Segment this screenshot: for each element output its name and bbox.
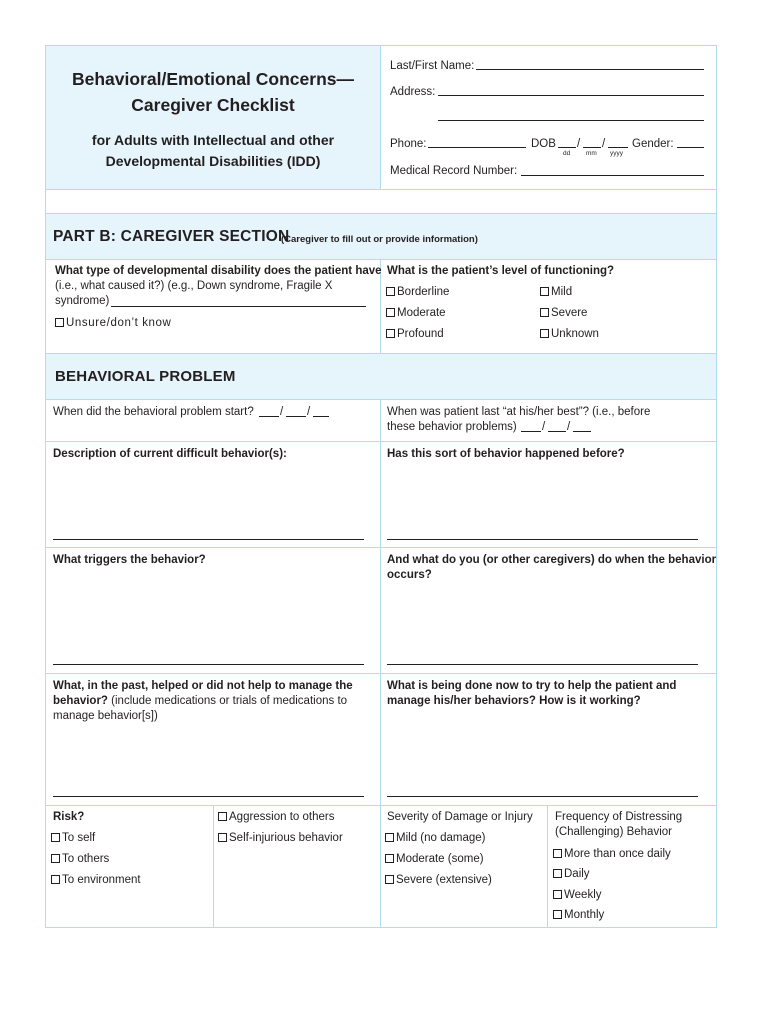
risk-option[interactable] xyxy=(51,873,141,888)
checkbox[interactable] xyxy=(218,812,227,821)
checkbox[interactable] xyxy=(553,869,562,878)
disability-field[interactable] xyxy=(111,306,366,307)
dob-label: DOB xyxy=(531,138,556,150)
disability-question: (i.e., what caused it?) (e.g., Down syndrome, Fragile X xyxy=(55,280,333,292)
form-title-line-1: Behavioral/Emotional Concerns— xyxy=(71,69,354,89)
phone-label: Phone: xyxy=(390,138,427,150)
checkbox[interactable] xyxy=(553,910,562,919)
checkbox[interactable] xyxy=(386,287,395,296)
at-best-date-field[interactable] xyxy=(521,431,541,432)
column-divider xyxy=(380,46,381,189)
medical-record-label: Medical Record Number: xyxy=(390,165,518,177)
past-help-question xyxy=(53,694,347,709)
part-b-note: (Caregiver to fill out or provide information) xyxy=(281,234,478,245)
behavioral-heading: BEHAVIORAL PROBLEM xyxy=(55,368,236,385)
risk-label: Risk? xyxy=(53,811,85,823)
frequency-option[interactable] xyxy=(553,847,671,862)
happened-before-question: Has this sort of behavior happened before? xyxy=(387,448,625,460)
start-date-field[interactable] xyxy=(259,416,279,417)
checkbox[interactable] xyxy=(385,854,394,863)
dob-separator: / xyxy=(602,138,606,150)
gender-field[interactable] xyxy=(677,147,704,148)
dob-year-field[interactable] xyxy=(608,147,628,148)
divider xyxy=(46,259,716,260)
functioning-option[interactable] xyxy=(540,306,587,321)
start-date-field[interactable] xyxy=(313,416,329,417)
description-answer-line[interactable] xyxy=(53,539,364,540)
frequency-option[interactable] xyxy=(553,867,590,882)
start-date-field[interactable] xyxy=(286,416,306,417)
frequency-option[interactable] xyxy=(553,908,604,923)
divider xyxy=(46,673,716,674)
risk-option[interactable] xyxy=(51,831,95,846)
address-label: Address: xyxy=(390,86,436,98)
divider xyxy=(46,547,716,548)
description-question: Description of current difficult behavior(s): xyxy=(53,448,287,460)
option-label: Profound xyxy=(397,328,444,340)
checkbox[interactable] xyxy=(385,875,394,884)
checkbox[interactable] xyxy=(386,329,395,338)
medical-record-field[interactable] xyxy=(521,175,704,176)
risk-option[interactable] xyxy=(218,831,343,846)
checkbox[interactable] xyxy=(553,890,562,899)
option-label: More than once daily xyxy=(564,848,671,860)
dob-dd-hint: dd xyxy=(563,150,571,157)
date-separator: / xyxy=(542,421,546,433)
current-approach-answer-line[interactable] xyxy=(387,796,698,797)
option-label: Severe (extensive) xyxy=(396,874,492,886)
form-title-line-2: Caregiver Checklist xyxy=(131,95,295,115)
dob-yyyy-hint: yyyy xyxy=(610,150,623,157)
current-approach-question: What is being done now to try to help the patient and xyxy=(387,680,677,692)
form-subtitle-line-1: for Adults with Intellectual and other xyxy=(91,132,335,148)
option-label: Borderline xyxy=(397,286,450,298)
past-help-question: manage behavior[s]) xyxy=(53,710,158,722)
at-best-date-field[interactable] xyxy=(573,431,591,432)
past-help-answer-line[interactable] xyxy=(53,796,364,797)
column-divider xyxy=(380,399,381,927)
functioning-option[interactable] xyxy=(386,285,449,300)
address-field-line-2[interactable] xyxy=(438,120,704,121)
option-label: Aggression to others xyxy=(229,811,335,823)
severity-option[interactable] xyxy=(385,873,492,888)
checkbox[interactable] xyxy=(540,329,549,338)
functioning-option[interactable] xyxy=(540,285,572,300)
happened-before-answer-line[interactable] xyxy=(387,539,698,540)
functioning-question: What is the patient’s level of functioning? xyxy=(387,265,615,277)
dob-separator: / xyxy=(577,138,581,150)
divider xyxy=(46,805,716,806)
checkbox[interactable] xyxy=(540,308,549,317)
gender-label: Gender: xyxy=(632,138,674,150)
checkbox[interactable] xyxy=(540,287,549,296)
checkbox[interactable] xyxy=(51,833,60,842)
checkbox[interactable] xyxy=(51,854,60,863)
risk-option[interactable] xyxy=(51,852,109,867)
triggers-answer-line[interactable] xyxy=(53,664,364,665)
caregiver-response-answer-line[interactable] xyxy=(387,664,698,665)
unsure-label: Unsure/don’t know xyxy=(66,317,172,329)
functioning-option[interactable] xyxy=(386,327,444,342)
checkbox[interactable] xyxy=(553,849,562,858)
frequency-label: (Challenging) Behavior xyxy=(555,826,672,838)
option-label: Moderate xyxy=(397,307,446,319)
caregiver-response-question: And what do you (or other caregivers) do when the behavior xyxy=(387,554,717,566)
option-label: To environment xyxy=(62,874,141,886)
divider xyxy=(46,399,716,400)
past-help-bold: behavior? xyxy=(53,695,108,707)
divider xyxy=(46,353,716,354)
past-help-question: What, in the past, helped or did not help to manage the xyxy=(53,680,353,692)
risk-option[interactable] xyxy=(218,810,334,825)
form-subtitle-line-2: Developmental Disabilities (IDD) xyxy=(105,153,321,169)
option-label: Monthly xyxy=(564,909,605,921)
date-separator: / xyxy=(280,406,284,418)
option-label: Moderate (some) xyxy=(396,853,484,865)
address-field[interactable] xyxy=(438,95,704,96)
triggers-question: What triggers the behavior? xyxy=(53,554,206,566)
at-best-question: these behavior problems) xyxy=(387,421,517,433)
column-divider xyxy=(213,805,214,927)
at-best-question: When was patient last “at his/her best”? (i.e., before xyxy=(387,406,651,418)
date-separator: / xyxy=(307,406,311,418)
disability-question: What type of developmental disability does the patient have xyxy=(55,265,382,277)
start-question: When did the behavioral problem start? xyxy=(53,406,254,418)
caregiver-response-question: occurs? xyxy=(387,569,432,581)
functioning-option[interactable] xyxy=(540,327,599,342)
name-label: Last/First Name: xyxy=(390,60,475,72)
option-label: To self xyxy=(62,832,96,844)
severity-option[interactable] xyxy=(385,831,485,846)
checkbox[interactable] xyxy=(386,308,395,317)
unsure-checkbox[interactable] xyxy=(55,318,64,327)
frequency-option[interactable] xyxy=(553,888,602,903)
unsure-option[interactable] xyxy=(55,316,171,331)
checkbox[interactable] xyxy=(51,875,60,884)
dob-day-field[interactable] xyxy=(558,147,576,148)
severity-option[interactable] xyxy=(385,852,484,867)
option-label: Mild xyxy=(551,286,573,298)
checkbox[interactable] xyxy=(385,833,394,842)
divider xyxy=(46,189,716,190)
checkbox[interactable] xyxy=(218,833,227,842)
option-label: Unknown xyxy=(551,328,599,340)
current-approach-question: manage his/her behaviors? How is it working? xyxy=(387,695,641,707)
part-b-heading: PART B: CAREGIVER SECTION xyxy=(53,228,290,245)
divider xyxy=(46,441,716,442)
dob-month-field[interactable] xyxy=(583,147,601,148)
option-label: To others xyxy=(62,853,110,865)
at-best-date-field[interactable] xyxy=(548,431,566,432)
functioning-option[interactable] xyxy=(386,306,446,321)
option-label: Mild (no damage) xyxy=(396,832,486,844)
frequency-label: Frequency of Distressing xyxy=(555,811,683,823)
option-label: Daily xyxy=(564,868,590,880)
option-label: Weekly xyxy=(564,889,602,901)
column-divider xyxy=(547,805,548,927)
option-label: Self-injurious behavior xyxy=(229,832,343,844)
phone-field[interactable] xyxy=(428,147,526,148)
past-help-detail: (include medications or trials of medications to xyxy=(111,695,348,707)
divider xyxy=(46,213,716,214)
severity-label: Severity of Damage or Injury xyxy=(387,811,533,823)
option-label: Severe xyxy=(551,307,588,319)
dob-mm-hint: mm xyxy=(586,150,597,157)
date-separator: / xyxy=(567,421,571,433)
disability-question: syndrome) xyxy=(55,295,110,307)
name-field[interactable] xyxy=(476,69,704,70)
